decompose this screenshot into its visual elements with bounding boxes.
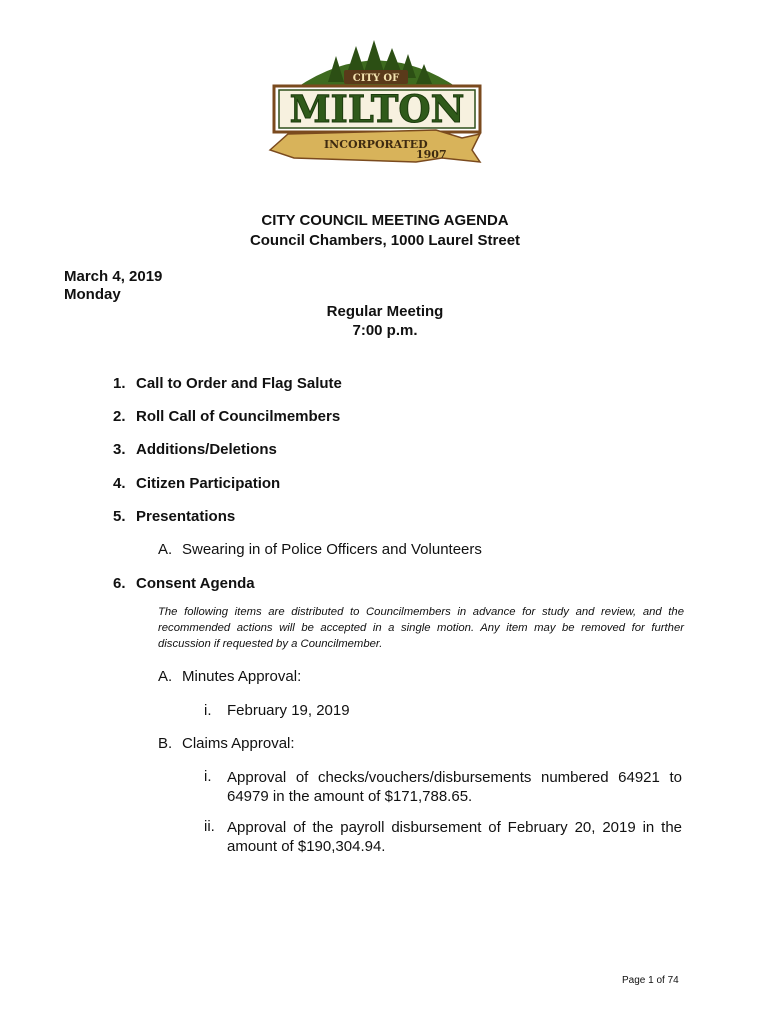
agenda-subsubitem: i. February 19, 2019 [204,702,350,719]
svg-text:MILTON: MILTON [289,87,465,131]
agenda-subitem: A. Minutes Approval: [158,668,302,685]
meeting-day: Monday [64,286,121,303]
svg-text:1907: 1907 [416,148,447,161]
meeting-date: March 4, 2019 [64,268,163,285]
meeting-time: 7:00 p.m. [352,322,418,339]
agenda-item: 2. Roll Call of Councilmembers [113,408,341,425]
meeting-location: Council Chambers, 1000 Laurel Street [249,232,521,249]
agenda-subitem: A. Swearing in of Police Officers and Volunteers [158,541,482,558]
agenda-subsubitem: i. Approval of checks/vouchers/disbursements numbered 64921 to 64979 in the amount of $171,788.65. [204,768,682,805]
agenda-item: 1. Call to Order and Flag Salute [113,375,342,392]
consent-agenda-note: The following items are distributed to Councilmembers in advance for study and review, and the recommended actions will be accepted in a single motion. Any item may be removed for further discussion if requested by a Councilmember. [158,606,684,650]
agenda-title: CITY COUNCIL MEETING AGENDA [261,212,509,229]
svg-text:INCORPORATED: INCORPORATED [324,138,428,151]
agenda-subsubitem: ii. Approval of the payroll disbursement of February 20, 2019 in the amount of $190,304.94. [204,818,682,855]
agenda-item: 3. Additions/Deletions [113,441,277,458]
svg-text:CITY OF: CITY OF [352,73,400,84]
agenda-item: 4. Citizen Participation [113,475,281,492]
city-of-milton-logo [266,38,488,168]
agenda-item: 5. Presentations [113,508,236,525]
agenda-item: 6. Consent Agenda [113,575,255,592]
agenda-subitem: B. Claims Approval: [158,735,295,752]
meeting-type: Regular Meeting [326,303,444,320]
page-number: Page 1 of 74 [622,975,679,986]
